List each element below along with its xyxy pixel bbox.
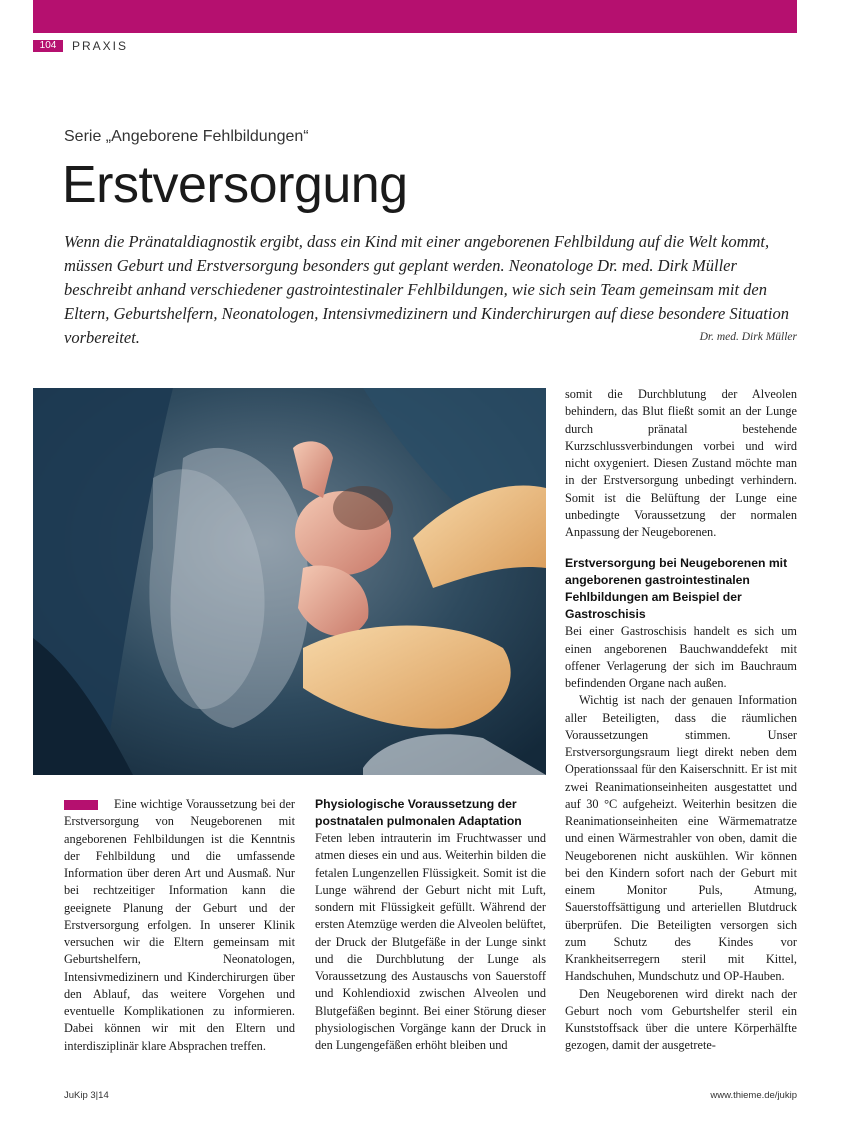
column-2 — [315, 796, 546, 1054]
continued-paragraph: somit die Durchblutung der Alveolen behindern, das Blut fließt somit an der Lunge durch pränatal bestehende Kurzschlussverbindungen vorbei und wird nicht oxygeniert. Diesen Zustand möchte man in der Erstversorgung unbedingt verhindern. Somit ist die Belüftung der Lunge eine unbedingte Voraussetzung der normalen Anpassung der Neugeborenen. — [565, 387, 797, 539]
article-lead: Wenn die Pränataldiagnostik ergibt, dass ein Kind mit einer angeborenen Fehlbildung auf die Welt kommt, müssen Geburt und Erstversorgung besonders gut geplant werden. Neonatologe Dr. med. Dirk Müller beschreibt anhand verschiedener gastrointestinaler Fehlbildungen, wie sich sein Team gemeinsam mit den Eltern, Geburtshelfern, Neonatologen, Intensivmedizinern und Kinderchirurgen auf diese besondere Situation vorbereitet. — [64, 232, 789, 347]
gastroschisis-paragraph-2: Wichtig ist nach der genauen Information aller Beteiligten, dass die räumlichen Voraussetzungen stimmen. Unser Erstversorgungsraum liegt direkt neben dem Operationssaal für den Kaiserschnitt. Er ist mit zwei Reanimationseinheiten ausgestattet und auf 30 °C aufgeheizt. Weiterhin besitzen die Reanimationseinheiten eine Wärmematratze und einen Wärmestrahler von oben, damit die Neugeborenen nicht auskühlen. Wir können bei den Kindern sofort nach der Geburt mit einem Monitor Puls, Atmung, Sauerstoffsättigung und arteriellen Blutdruck überprüfen. Die Beteiligten versorgen sich zum Schutz des Kindes vor Krankheitserregern steril mit Kittel, Handschuhen, Mundschutz und OP-Hauben. — [565, 693, 797, 984]
footer-url[interactable]: www.thieme.de/jukip — [710, 1090, 797, 1101]
subheading-gastroschisis: Erstversorgung bei Neugeborenen mit angeborenen gastrointestinalen Fehlbildungen am Beispiel der Gastroschisis — [565, 556, 788, 622]
series-title: Serie „Angeborene Fehlbildungen“ — [64, 128, 309, 145]
gastroschisis-paragraph-1: Bei einer Gastroschisis handelt es sich um einen angeborenen Bauchwanddefekt mit offener Verlagerung der sich im Bauchraum befindenden Organe nach außen. — [565, 624, 797, 690]
top-color-bar — [33, 0, 797, 33]
subheading-physiology: Physiologische Voraussetzung der postnatalen pulmonalen Adaptation — [315, 797, 522, 828]
page-number: 104 — [33, 40, 63, 52]
intro-paragraph: Eine wichtige Voraussetzung bei der Erstversorgung von Neugeborenen mit angeborenen Fehlbildungen ist die Kenntnis der Fehlbildung und die umfassende Information über deren Art und Ausmaß. Nur bei rechtzeitiger Information kann die geeignete Planung der Geburt und der Erstversorgung erfolgen. In unserer Klinik versuchen wir die Eltern gemeinsam mit Geburtshelfern, Neonatologen, Intensivmedizinern und Kinderchirurgen über den Ablauf, das weitere Vorgehen und eventuelle Komplikationen zu informieren. Dabei können wir mit den Eltern und interdisziplinär klare Absprachen treffen. — [64, 797, 295, 1053]
physiology-paragraph: Feten leben intrauterin im Fruchtwasser und atmen dieses ein und aus. Weiterhin bilden die fetalen Lungenzellen Flüssigkeit. Somit ist die Lunge während der Geburt nicht mit Luft, sondern mit Flüssigkeit gefüllt. Während der ersten Atemzüge werden die Alveolen belüftet, der Druck der Blutgefäße in der Lunge sinkt und die Durchblutung der Lunge als Voraussetzung des Austauschs von Sauerstoff und Kohlendioxid zwischen Alveolen und Blutgefäßen beginnt. Bei einer Störung dieser physiologischen Vorgänge kann der Druck in den Lungengefäßen erhöht bleiben und — [315, 831, 546, 1052]
article-title: Erstversorgung — [62, 156, 408, 214]
column-1 — [64, 796, 295, 1055]
author-byline: Dr. med. Dirk Müller — [699, 331, 797, 343]
footer-issue: JuKip 3|14 — [64, 1090, 109, 1101]
gastroschisis-paragraph-3: Den Neugeborenen wird direkt nach der Geburt noch vom Geburtshelfer steril ein Kunststoffsack über die untere Körperhälfte gezogen, damit der ausgetrete- — [565, 986, 797, 1053]
section-label: PRAXIS — [72, 39, 129, 53]
newborn-photo — [33, 388, 546, 775]
column-3 — [565, 386, 797, 1055]
